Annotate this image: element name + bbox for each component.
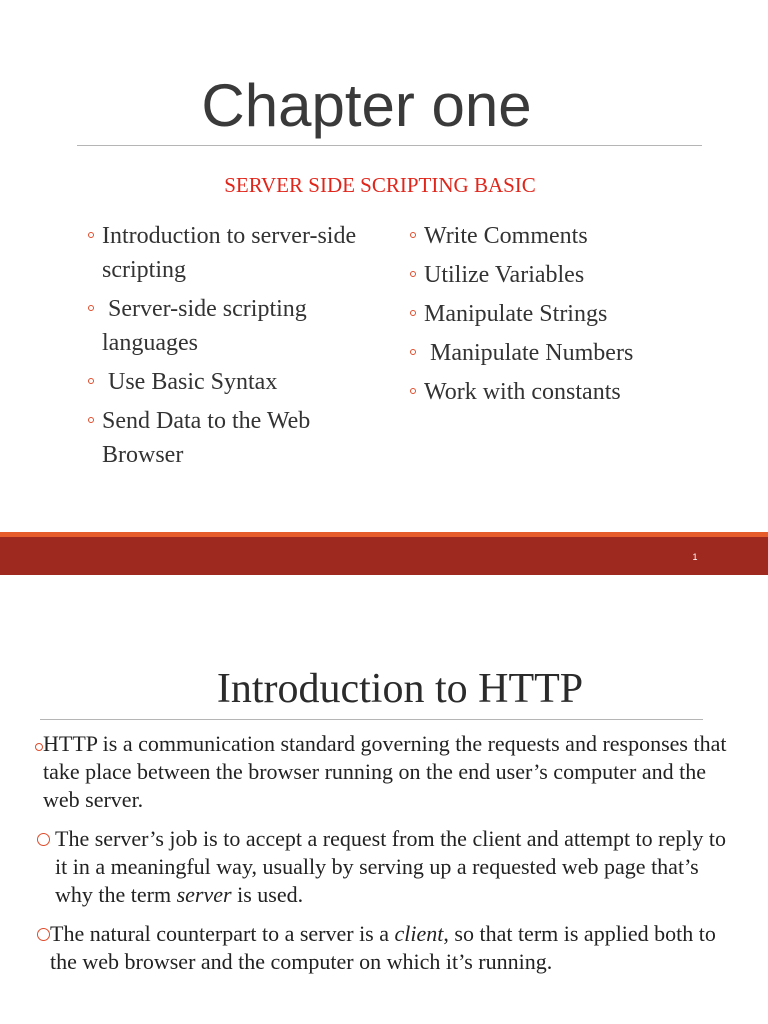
circle-bullet-icon xyxy=(410,310,416,316)
slide-subtitle: SERVER SIDE SCRIPTING BASIC xyxy=(224,173,536,197)
circle-bullet-icon xyxy=(88,417,94,423)
circle-bullet-icon xyxy=(410,271,416,277)
circle-bullet-icon xyxy=(88,305,94,311)
list-item: Work with constants xyxy=(408,375,698,409)
list-item: Utilize Variables xyxy=(408,258,698,292)
circle-bullet-icon xyxy=(410,388,416,394)
http-paragraph-list xyxy=(32,730,732,987)
slide-introduction-http xyxy=(0,575,768,1024)
list-item: The server’s job is to accept a request from the client and attempt to reply to it in a meaningful way, usually by serving up a requested web page that’s why the term server is used. xyxy=(32,825,732,909)
footer-bar xyxy=(0,537,768,575)
circle-bullet-icon xyxy=(88,232,94,238)
topic-list-left xyxy=(86,219,376,477)
circle-bullet-icon xyxy=(88,378,94,384)
slide-title: Chapter one xyxy=(201,72,532,139)
list-item: The natural counterpart to a server is a client, so that term is applied both to the web browser and the computer on which it’s running. xyxy=(32,920,732,976)
list-item: Use Basic Syntax xyxy=(86,365,376,399)
list-item: Manipulate Strings xyxy=(408,297,698,331)
circle-bullet-icon xyxy=(37,928,50,941)
list-item: Manipulate Numbers xyxy=(408,336,698,370)
circle-bullet-icon xyxy=(410,349,416,355)
circle-bullet-icon xyxy=(37,833,50,846)
list-item: Write Comments xyxy=(408,219,698,253)
title-divider xyxy=(77,145,702,146)
list-item: HTTP is a communication standard governing the requests and responses that take place between the browser running on the end user’s computer and the web server. xyxy=(32,730,732,814)
list-item: Server-side scripting languages xyxy=(86,292,376,360)
list-item: Introduction to server-side scripting xyxy=(86,219,376,287)
list-item: Send Data to the Web Browser xyxy=(86,404,376,472)
title-divider xyxy=(40,719,703,720)
slide-title: Introduction to HTTP xyxy=(216,666,584,712)
page-number: 1 xyxy=(692,552,698,562)
circle-bullet-icon xyxy=(410,232,416,238)
topic-list-right xyxy=(408,219,698,414)
circle-bullet-icon xyxy=(35,743,43,751)
